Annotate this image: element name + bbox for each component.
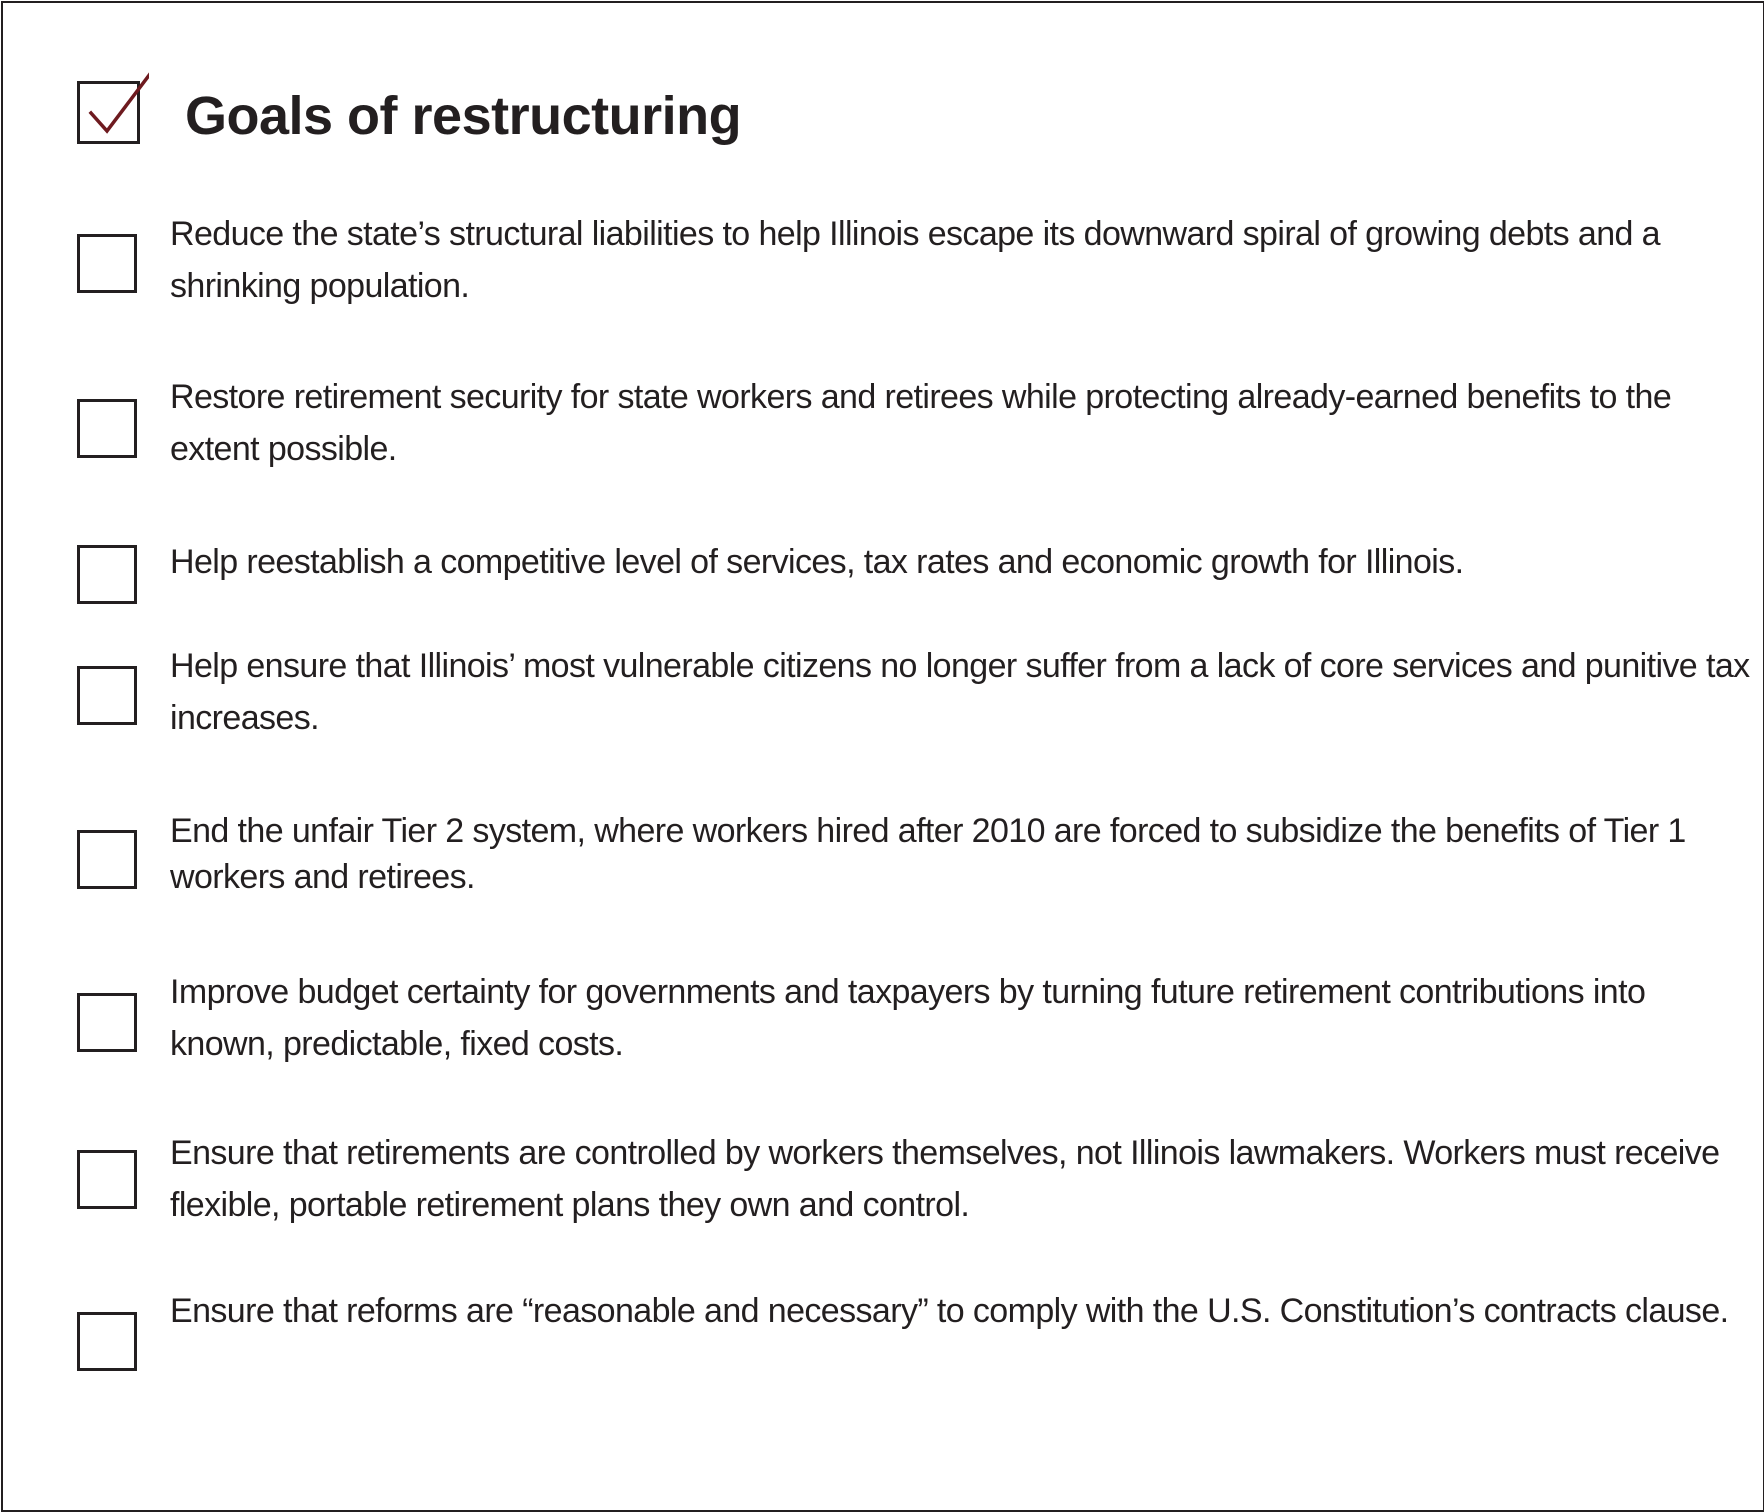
goal-checkbox-1[interactable] [77,234,137,293]
goal-text-2: Restore retirement security for state workers and retirees while protecting already-earned benefits to the extent possible. [170,378,1672,468]
goal-checkbox-5[interactable] [77,830,137,889]
goal-text-6: Improve budget certainty for governments and taxpayers by turning future retirement contributions into known, predictable, fixed costs. [170,973,1646,1063]
goal-checkbox-8[interactable] [77,1312,137,1371]
goal-checkbox-2[interactable] [77,399,137,458]
goal-checkbox-7[interactable] [77,1150,137,1209]
goal-text-3: Help reestablish a competitive level of services, tax rates and economic growth for Illinois. [170,543,1464,581]
goal-checkbox-6[interactable] [77,993,137,1052]
goal-checkbox-4[interactable] [77,666,137,725]
goal-checkbox-3[interactable] [77,545,137,604]
goals-panel [1,1,1764,1512]
goal-text-5: End the unfair Tier 2 system, where workers hired after 2010 are forced to subsidize the benefits of Tier 1 workers and retirees. [170,812,1686,896]
goal-text-8: Ensure that reforms are “reasonable and necessary” to comply with the U.S. Constitution’s contracts clause. [170,1292,1729,1330]
checked-box-icon [77,71,145,151]
panel-header [77,71,741,151]
goal-text-7: Ensure that retirements are controlled by workers themselves, not Illinois lawmakers. Workers must receive flexible, portable retirement plans they own and control. [170,1134,1720,1224]
goal-text-1: Reduce the state’s structural liabilities to help Illinois escape its downward spiral of growing debts and a shrinking population. [170,215,1660,305]
goal-text-4: Help ensure that Illinois’ most vulnerable citizens no longer suffer from a lack of core services and punitive tax increases. [170,647,1750,737]
page-title: Goals of restructuring [185,86,742,146]
